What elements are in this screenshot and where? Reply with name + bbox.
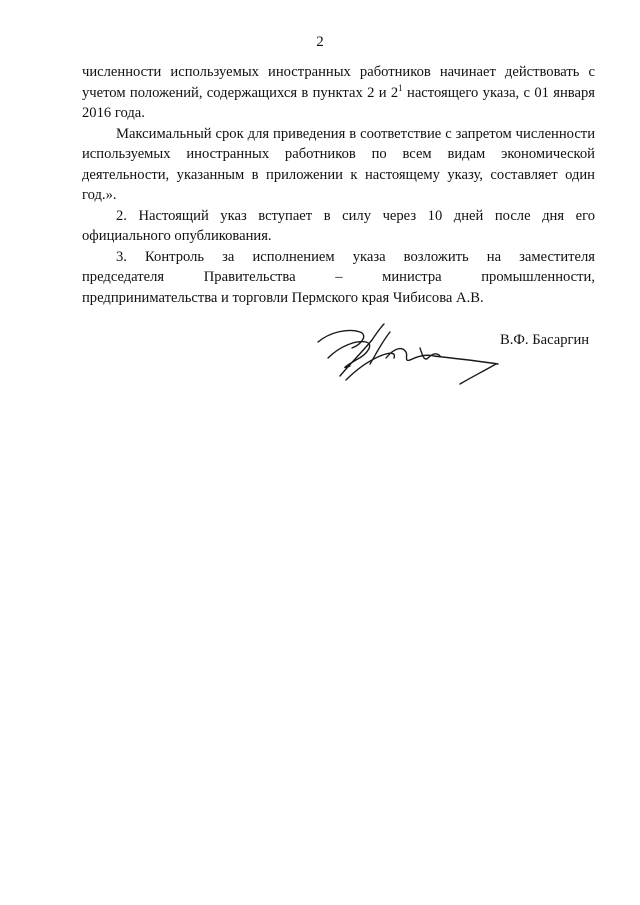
handwritten-signature bbox=[310, 318, 510, 390]
paragraph-4-line-1: 3. Контроль за исполнением указа возложить на заместителя bbox=[116, 248, 595, 265]
paragraph-1-text-after: настоящего указа, с 01 января 2016 года. bbox=[82, 84, 595, 121]
paragraph-1-text: численности используемых иностранных работников начинает действовать с учетом положений, содержащихся в пунктах 2 и 2 bbox=[82, 64, 595, 101]
paragraph-4-line-3: предпринимательства и торговли Пермского края Чибисова А.В. bbox=[82, 289, 484, 306]
paragraph-2: Максимальный срок для приведения в соответствие с запретом численности используемых иностранных работников по всем видам экономической деятельности, указанным в приложении к настоящему указу, составляет один год.». bbox=[82, 125, 595, 203]
signature-scribble bbox=[310, 318, 510, 390]
superscript-marker: 1 bbox=[398, 82, 403, 93]
signer-name: В.Ф. Басаргин bbox=[500, 332, 590, 348]
document-body bbox=[82, 62, 595, 308]
paragraph-4-line-2: председателя Правительства – министра промышленности, bbox=[82, 269, 595, 285]
page-number: 2 bbox=[316, 34, 324, 50]
paragraph-1 bbox=[82, 62, 595, 124]
paragraph-3: 2. Настоящий указ вступает в силу через 10 дней после дня его официального опубликования. bbox=[82, 207, 595, 244]
